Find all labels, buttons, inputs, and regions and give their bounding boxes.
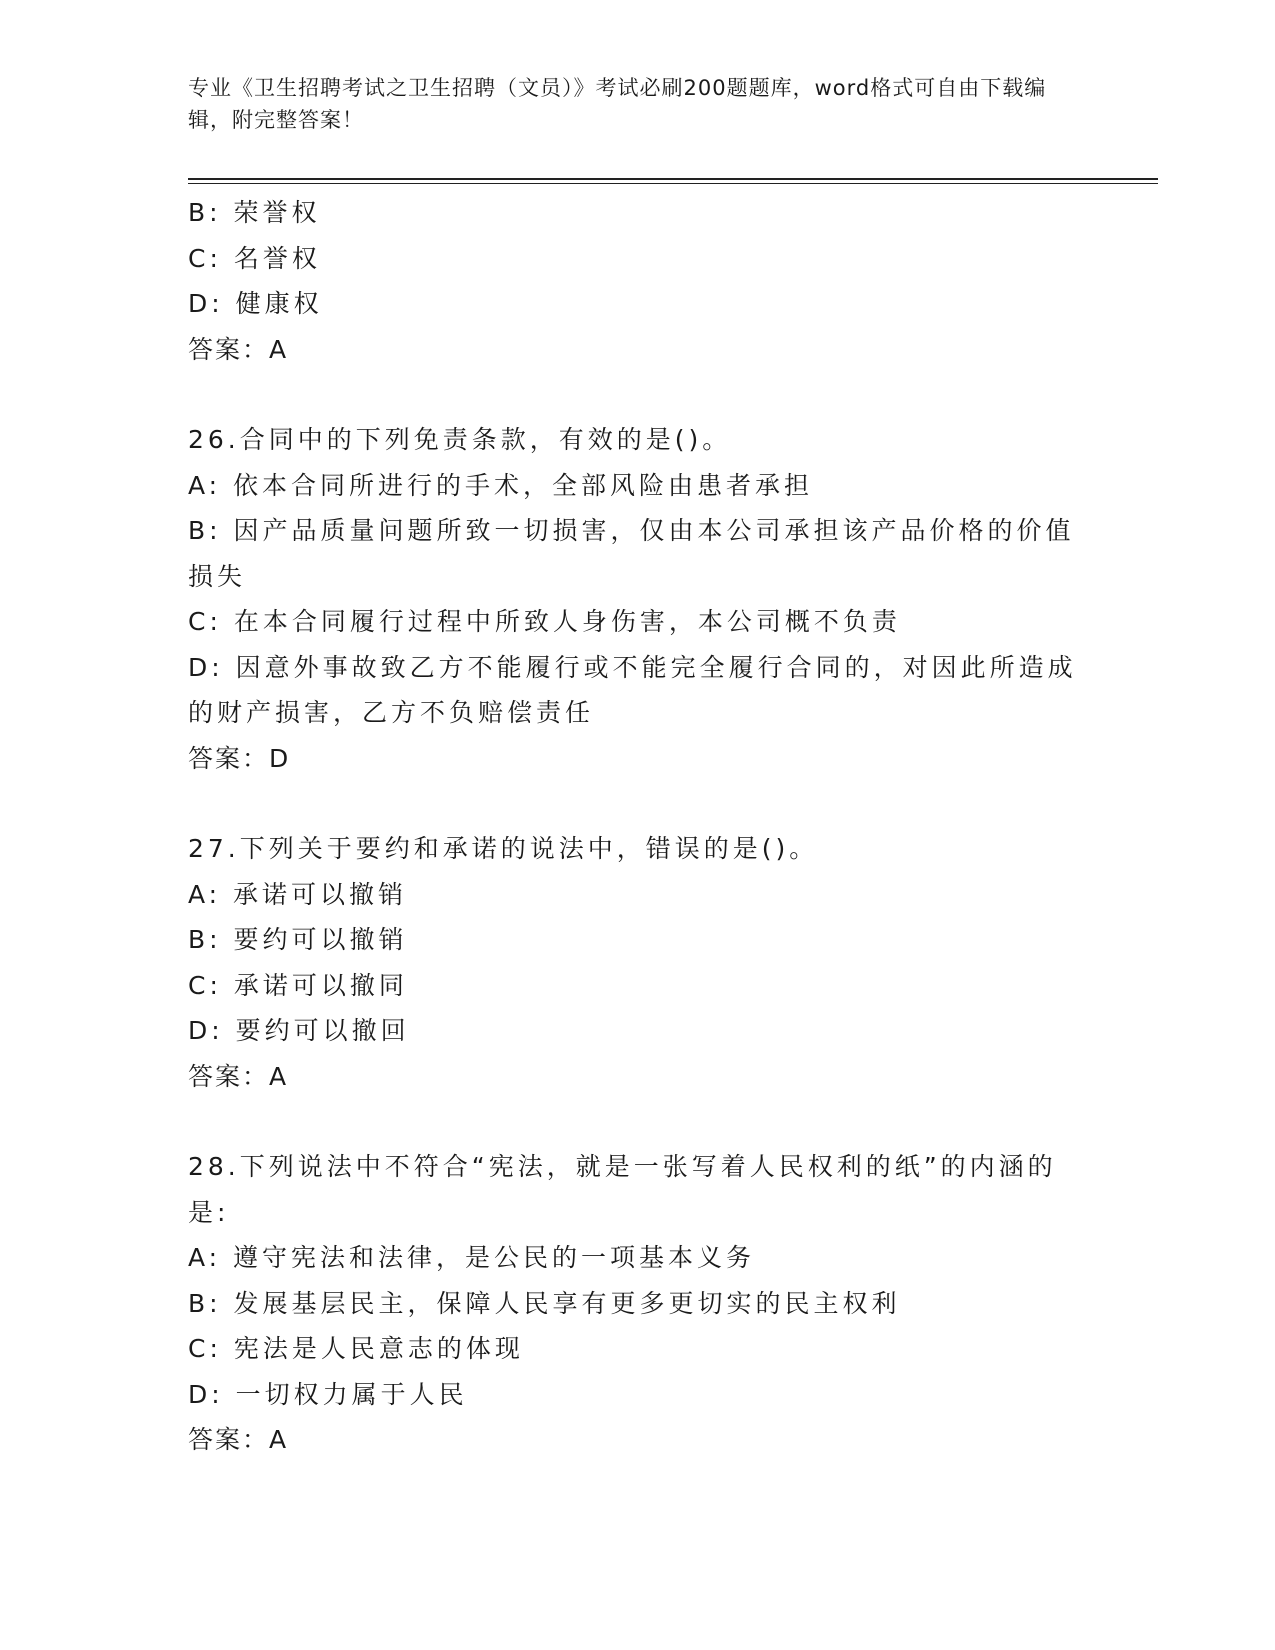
question-list [188,190,1078,1463]
spacer [188,372,1078,417]
answer: 答案：A [188,1061,289,1091]
option-a: A: 承诺可以撤销 [188,879,408,909]
answer: 答案：D [188,743,291,773]
option-c: C: 宪法是人民意志的体现 [188,1334,524,1363]
option-c: C: 名誉权 [188,243,321,273]
option-d: D: 因意外事故致乙方不能履行或不能完全履行合同的，对因此所造成的财产损害，乙方不负赔偿责任 [188,652,1077,727]
option-c: C: 承诺可以撤同 [188,970,408,1000]
spacer [188,781,1078,826]
option-d: D: 要约可以撤回 [188,1016,410,1045]
question-25-fragment [188,190,1078,372]
spacer [188,1099,1078,1144]
answer: 答案：A [188,334,289,364]
question-26 [188,417,1078,781]
answer: 答案：A [188,1425,289,1454]
question-stem: 28.下列说法中不符合“宪法，就是一张写着人民权利的纸”的内涵的是: [188,1152,1057,1227]
option-a: A: 依本合同所进行的手术，全部风险由患者承担 [188,470,814,500]
header-divider-thick [188,178,1158,180]
page-header: 专业《卫生招聘考试之卫生招聘（文员）》考试必刷200题题库，word格式可自由下载编辑，附完整答案！ [188,76,1047,132]
option-a: A: 遵守宪法和法律，是公民的一项基本义务 [188,1243,756,1272]
option-b: B: 荣誉权 [188,198,321,227]
question-stem: 27.下列关于要约和承诺的说法中，错误的是()。 [188,834,819,863]
option-b: B: 因产品质量问题所致一切损害，仅由本公司承担该产品价格的价值损失 [188,516,1075,591]
question-stem: 26.合同中的下列免责条款，有效的是()。 [188,425,732,454]
option-d: D: 一切权力属于人民 [188,1379,468,1409]
header-divider-thin [188,183,1158,184]
option-b: B: 要约可以撤销 [188,925,408,954]
option-c: C: 在本合同履行过程中所致人身伤害，本公司概不负责 [188,607,901,636]
option-b: B: 发展基层民主，保障人民享有更多更切实的民主权利 [188,1288,901,1318]
question-27 [188,826,1078,1099]
question-28 [188,1144,1078,1463]
option-d: D: 健康权 [188,289,323,318]
